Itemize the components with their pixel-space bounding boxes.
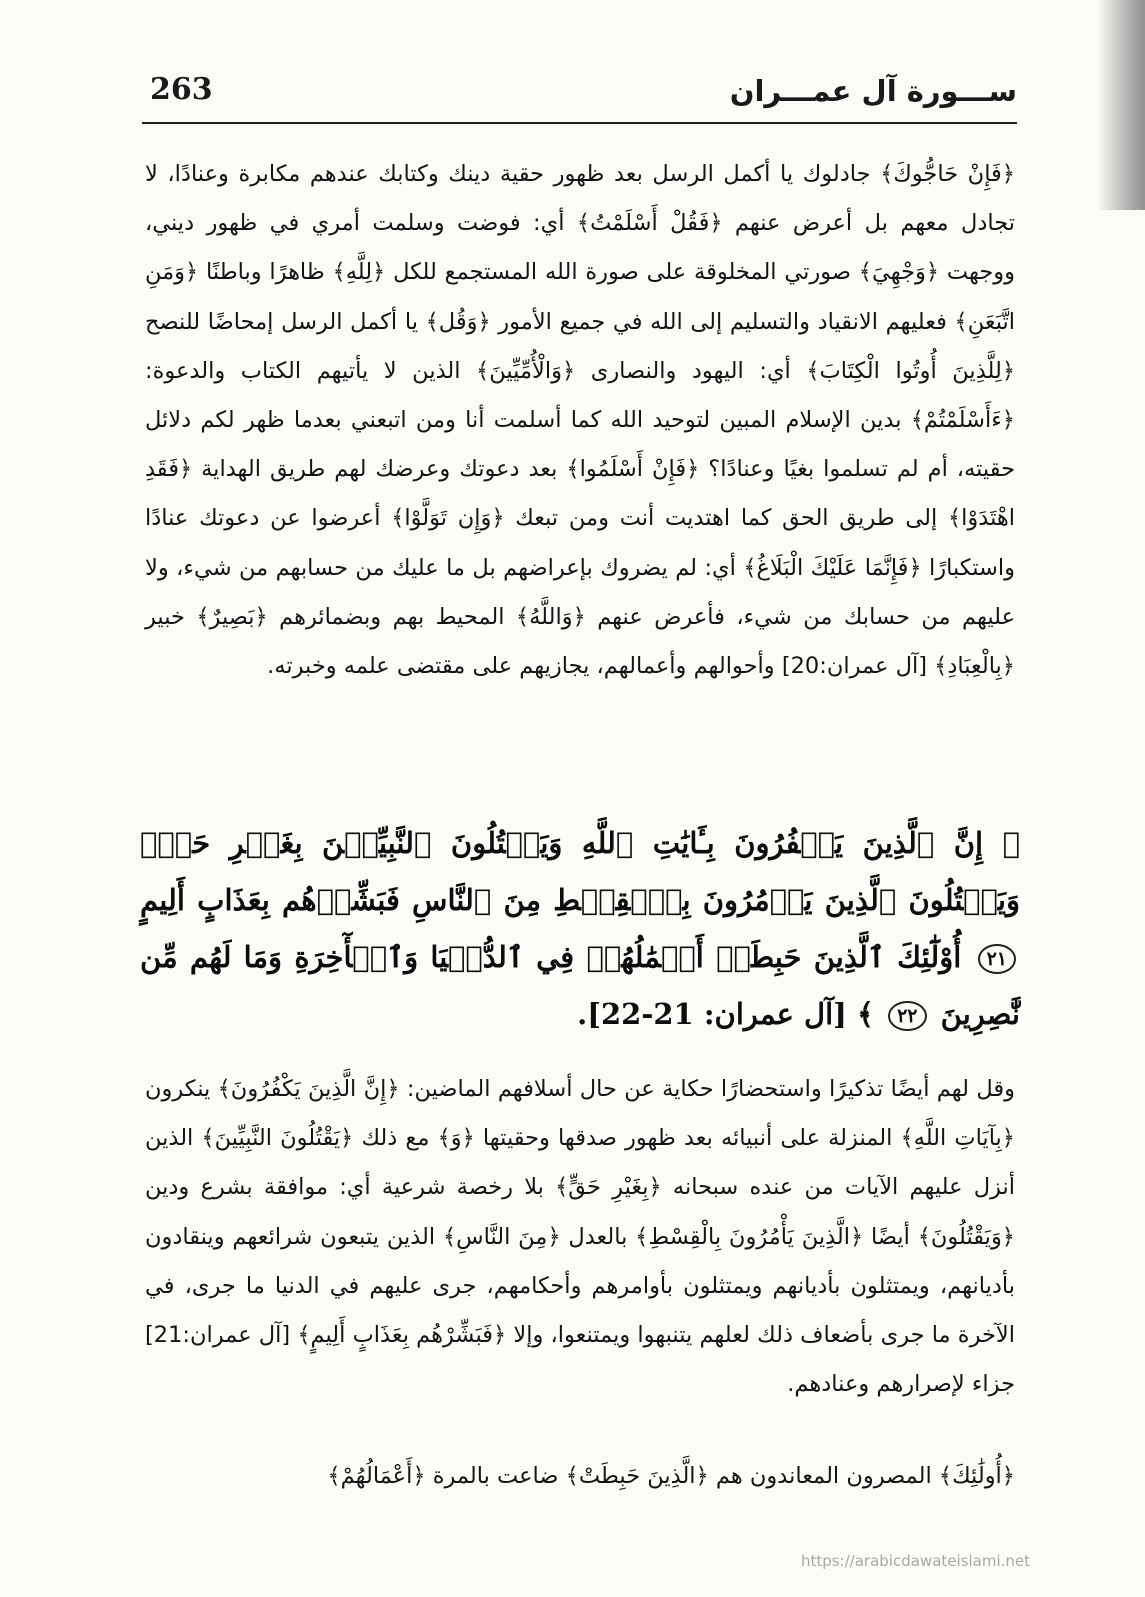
quran-verse-block <box>140 815 1020 1043</box>
verse-number-22: ٢٢ <box>888 1001 926 1031</box>
verse-text-part-1: ﴿ إِنَّ ٱلَّذِينَ يَكۡفُرُونَ بِـَٔايَٰتِ ٱللَّهِ وَيَقۡتُلُونَ ٱلنَّبِيِّـۧنَ بِغَيۡرِ حَقّٖ وَيَقۡتُلُونَ ٱلَّذِينَ يَأۡمُرُونَ بِٱلۡقِسۡطِ مِنَ ٱلنَّاسِ فَبَشِّرۡهُم بِعَذَابٍ أَلِيمٍ <box>140 826 1020 917</box>
commentary-paragraph-3: ﴿أُولَٰئِكَ﴾ المصرون المعاندون هم ﴿الَّذِينَ حَبِطَتْ﴾ ضاعت بالمرة ﴿أَعْمَالُهُمْ﴾ <box>327 1463 1015 1489</box>
page-number: 263 <box>150 72 213 107</box>
verse-text-part-2: أُوْلَٰٓئِكَ ٱلَّذِينَ حَبِطَتۡ أَعۡمَٰلُهُمۡ فِي ٱلدُّنۡيَا وَٱلۡأٓخِرَةِ وَمَا لَهُم مِّن نَّٰصِرِينَ <box>140 940 1020 1031</box>
page-header <box>142 66 1017 126</box>
commentary-paragraph-2: وقل لهم أيضًا تذكيرًا واستحضارًا حكاية عن حال أسلافهم الماضين: ﴿إِنَّ الَّذِينَ يَكْفُرُونَ﴾ ينكرون ﴿بِآيَاتِ اللَّهِ﴾ المنزلة على أنبيائه بعد ظهور صدقها وحقيتها ﴿وَ﴾ مع ذلك ﴿يَقْتُلُونَ النَّبِيِّينَ﴾ الذين أنزل عليهم الآيات من عنده سبحانه ﴿بِغَيْرِ حَقٍّ﴾ بلا رخصة شرعية أي: موافقة بشرع ودين ﴿وَيَقْتُلُونَ﴾ أيضًا ﴿الَّذِينَ يَأْمُرُونَ بِالْقِسْطِ﴾ بالعدل ﴿مِنَ النَّاسِ﴾ الذين يتبعون شرائعهم وينقادون بأديانهم، ويمتثلون بأديانهم ويمتثلون بأوامرهم وأحكامهم، جرى عليهم في الدنيا ما جرى، في الآخرة ما جرى بأضعاف ذلك لعلهم يتنبهوا ويمتنعوا، وإلا ﴿فَبَشِّرْهُم بِعَذَابٍ أَلِيمٍ﴾ [آل عمران:21] جزاء لإصرارهم وعنادهم. <box>145 1076 1015 1398</box>
verse-number-21: ٢١ <box>978 944 1016 974</box>
page-edge-shadow <box>1097 0 1145 210</box>
source-watermark: https://arabicdawateislami.net <box>800 1552 1030 1570</box>
commentary-paragraph-1: ﴿فَإِنْ حَاجُّوكَ﴾ جادلوك يا أكمل الرسل بعد ظهور حقية دينك وكتابك عندهم مكابرة وعنادًا، لا تجادل معهم بل أعرض عنهم ﴿فَقُلْ أَسْلَمْتُ﴾ أي: فوضت وسلمت أمري في ظهور ديني، ووجهت ﴿وَجْهِيَ﴾ صورتي المخلوقة على صورة الله المستجمع للكل ﴿لِلَّهِ﴾ ظاهرًا وباطنًا ﴿وَمَنِ اتَّبَعَنِ﴾ فعليهم الانقياد والتسليم إلى الله في جميع الأمور ﴿وَقُل﴾ يا أكمل الرسل إمحاضًا للنصح ﴿لِلَّذِينَ أُوتُوا الْكِتَابَ﴾ أي: اليهود والنصارى ﴿وَالْأُمِّيِّينَ﴾ الذين لا يأتيهم الكتاب والدعوة: ﴿ءَأَسْلَمْتُمْ﴾ بدين الإسلام المبين لتوحيد الله كما أسلمت أنا ومن اتبعني بعدما ظهر لكم دلائل حقيته، أم لم تسلموا بغيًا وعنادًا؟ ﴿فَإِنْ أَسْلَمُوا﴾ بعد دعوتك وعرضك لهم طريق الهداية ﴿فَقَدِ اهْتَدَوْا﴾ إلى طريق الحق كما اهتديت أنت ومن تبعك ﴿وَإِن تَوَلَّوْا﴾ أعرضوا عن دعوتك عنادًا واستكبارًا ﴿فَإِنَّمَا عَلَيْكَ الْبَلَاغُ﴾ أي: لم يضروك بإعراضهم بل ما عليك من حسابهم من شيء، ولا عليهم من حسابك من شيء، فأعرض عنهم ﴿وَاللَّهُ﴾ المحيط بهم وبضمائرهم ﴿بَصِيرٌ﴾ خبير ﴿بِالْعِبَادِ﴾ [آل عمران:20] وأحوالهم وأعمالهم، يجازيهم على مقتضى علمه وخبرته. <box>145 161 1015 680</box>
surah-title: ســـورة آل عمـــران <box>729 74 1017 108</box>
verse-reference: ﴾ [آل عمران: 21-22]. <box>577 997 874 1031</box>
header-rule <box>142 122 1017 124</box>
